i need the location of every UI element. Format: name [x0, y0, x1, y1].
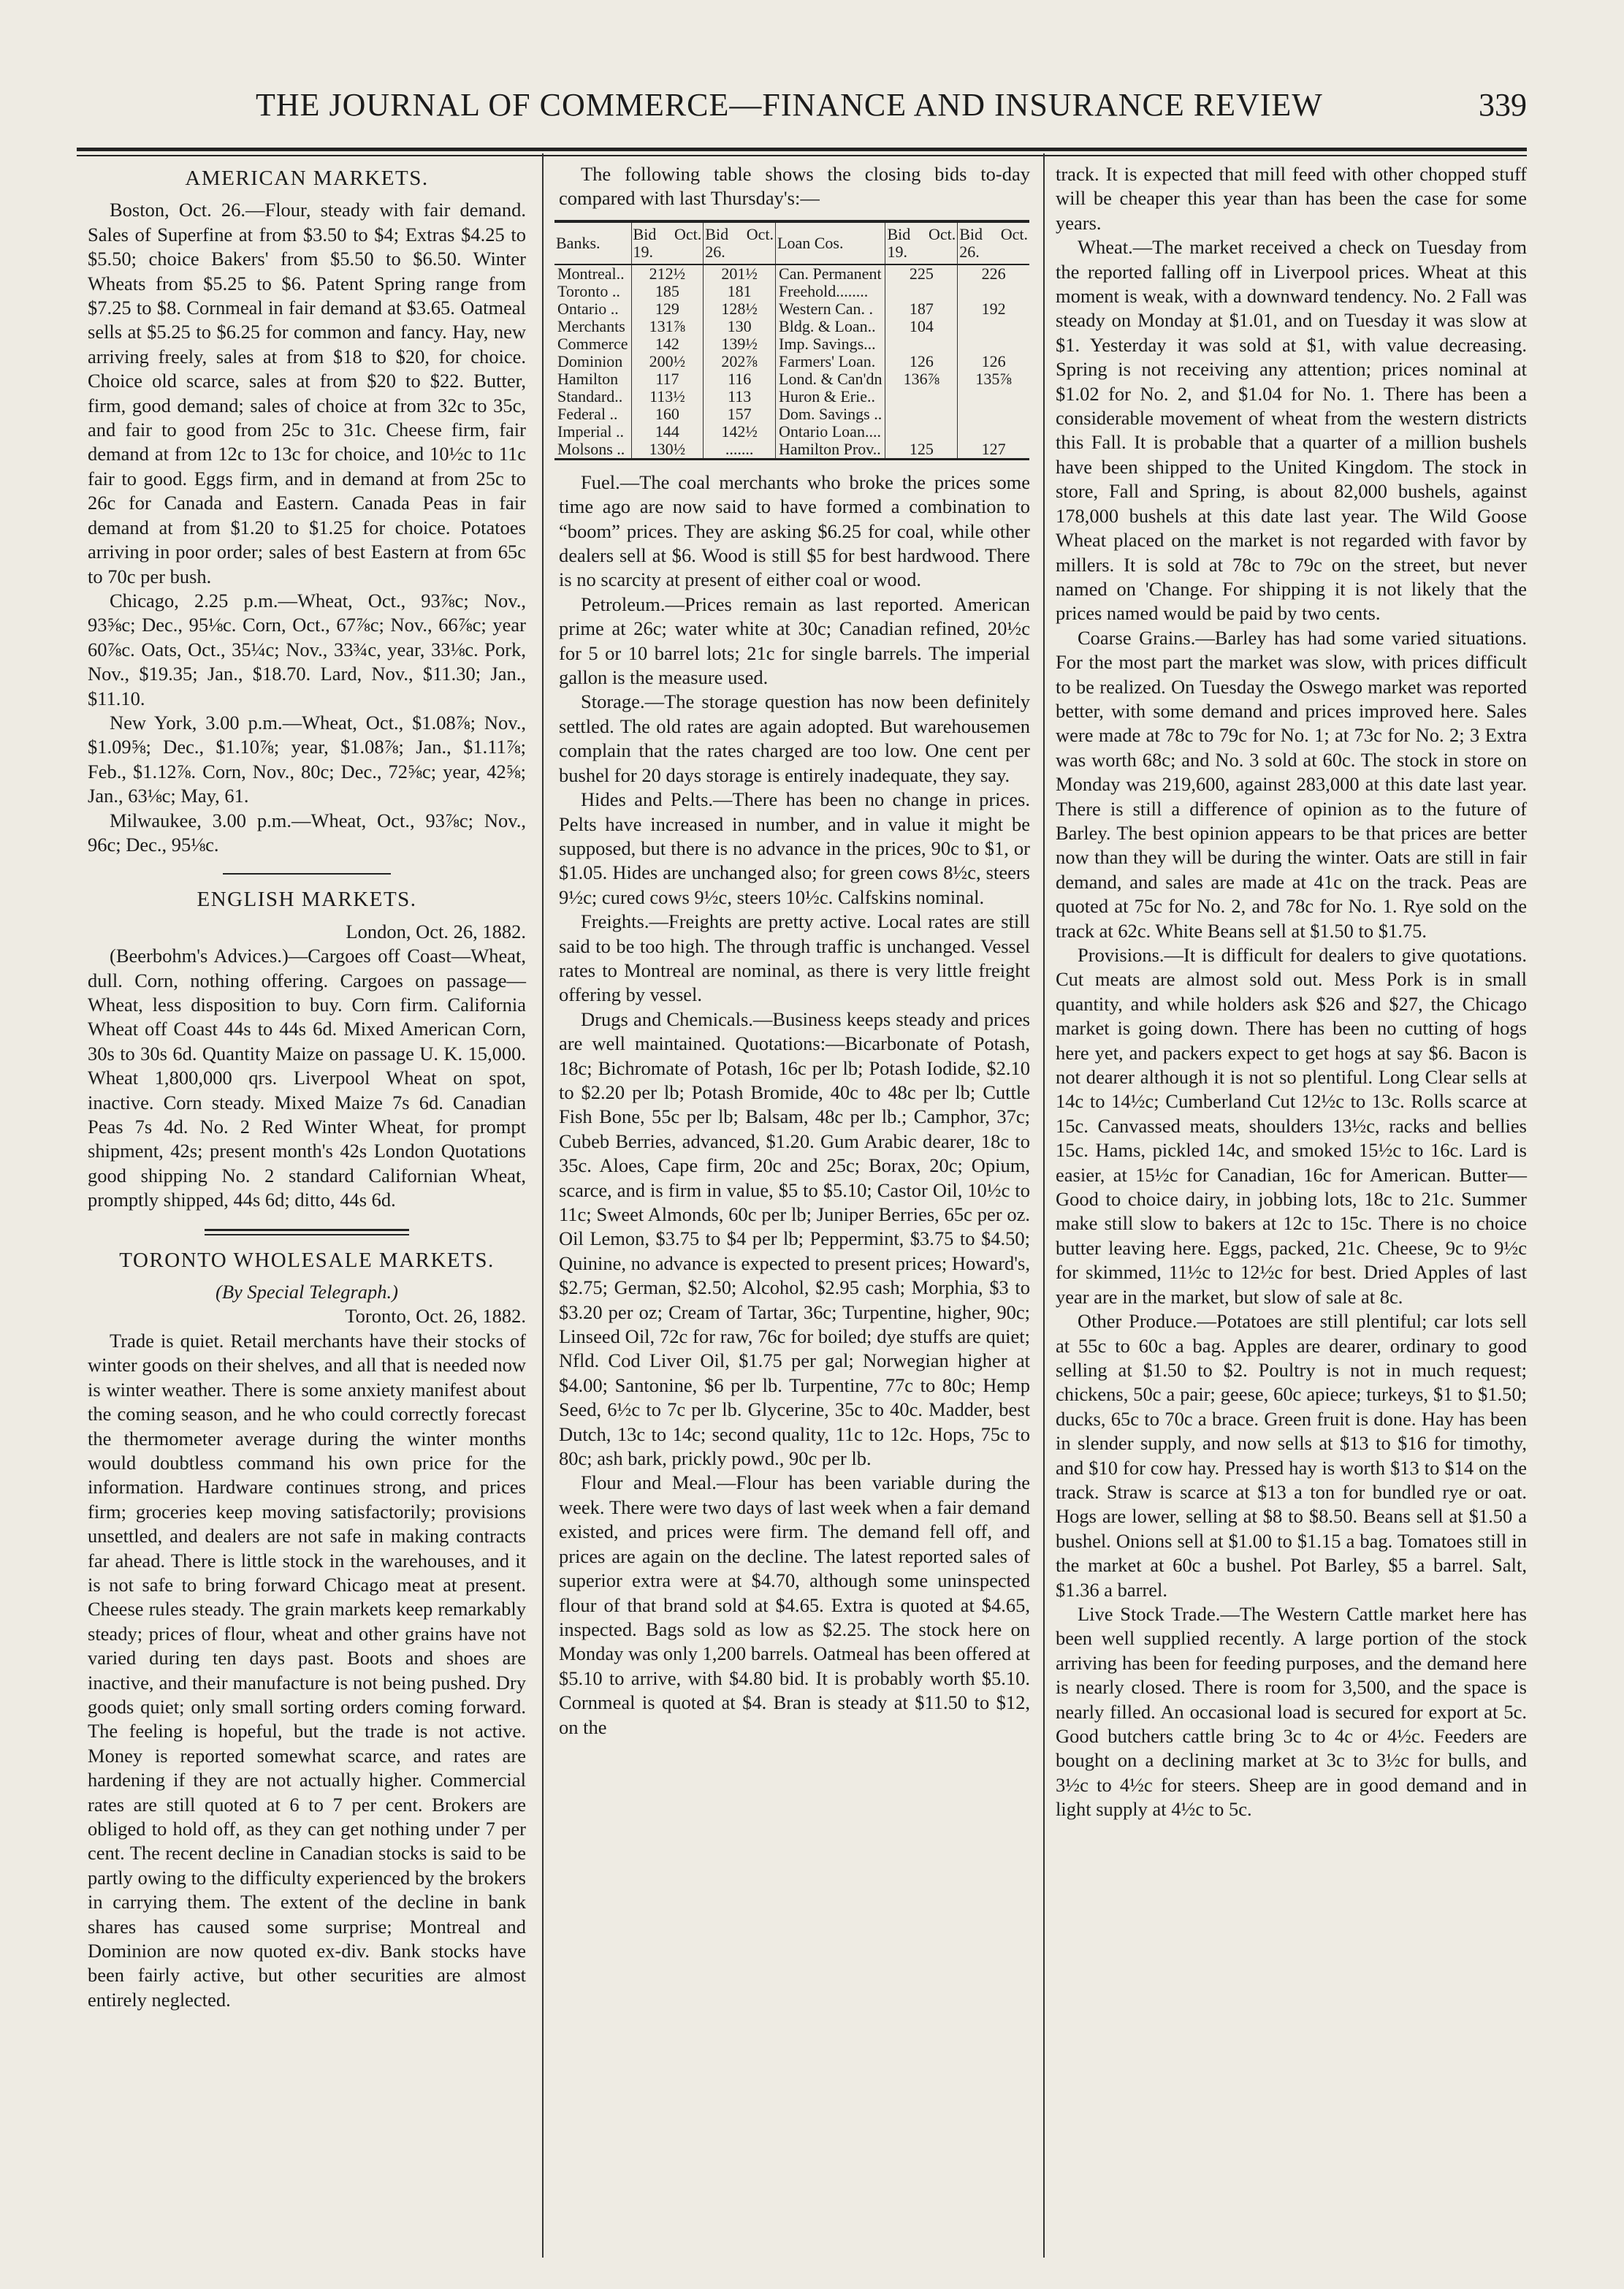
table-header-cell: Bid Oct. 19.	[631, 221, 704, 264]
table-row	[554, 423, 1029, 441]
table-row	[554, 370, 1029, 388]
table-intro: The following table shows the closing bids to-day compared with last Thursday's:—	[559, 163, 1030, 210]
table-cell: 144	[631, 423, 704, 441]
table-cell: Freehold........	[776, 283, 885, 300]
column-3	[1056, 162, 1527, 1822]
table-cell: Dominion	[557, 351, 623, 370]
table-cell: 185	[631, 283, 704, 300]
table-cell: 113	[704, 388, 776, 405]
table-cell: .......	[704, 441, 776, 460]
table-row	[554, 264, 1029, 283]
table-cell: 181	[704, 283, 776, 300]
table-cell	[885, 283, 958, 300]
header-rule	[77, 148, 1527, 151]
table-cell: 127	[958, 441, 1029, 460]
track-continuation: track. It is expected that mill feed with other chopped stuff will be cheaper this year than has been the case for some years.	[1056, 163, 1527, 234]
table-cell: 128½	[704, 300, 776, 318]
column-divider-1	[542, 153, 544, 2258]
table-cell: 142	[631, 335, 704, 353]
table-cell: Bldg. & Loan..	[776, 318, 885, 335]
table-cell: Standard..	[557, 386, 623, 405]
table-cell: 131⅞	[631, 318, 704, 335]
table-cell: 130	[704, 318, 776, 335]
table-cell	[885, 423, 958, 441]
table-cell	[958, 405, 1029, 423]
milwaukee-report: Milwaukee, 3.00 p.m.—Wheat, Oct., 93⅞c; Nov., 96c; Dec., 95⅛c.	[88, 809, 526, 856]
table-cell: 202⅞	[704, 353, 776, 370]
table-cell	[885, 388, 958, 405]
header-rule-thin	[77, 155, 1527, 156]
section-divider	[223, 873, 391, 875]
table-cell: 192	[958, 300, 1029, 318]
wheat-report: Wheat.—The market received a check on Tuesday from the reported falling off in Liverpool prices. Wheat at this moment is weak, with a downward tendency. No. 2 Fall was steady on Monday at $1.01, and on Tuesday it was slow at $1. Yesterday it was sold at $1, with value decreasing. Spring is not receiving any attention; prices nominal at $1.02 for No. 2, and $1.04 for No. 1. There has been a considerable movement of wheat from the western districts this Fall. It is probable that a quarter of a million bushels have been shipped to the United Kingdom. The stock in store, Fall and Spring, is about 82,000 bushels, against 178,000 bushels at this date last year. The Wild Goose Wheat placed on the market is not regarded with favor by millers. It is sold at 78c to 79c on the street, but never named on 'Change. For shipping it is not likely that the prices named would be paid by two cents.	[1056, 236, 1527, 625]
toronto-report: Trade is quiet. Retail merchants have their stocks of winter goods on their shelves, and all that is needed now is winter weather. There is some anxiety manifest about the coming season, and he who could correctly forecast the thermometer average during the winter months would doubtless command his own price for the information. Hardware continues strong, and prices firm; groceries keep moving satisfactorily; provisions unsettled, and dealers are not safe in making contracts far ahead. There is little stock in the warehouses, and it is not safe to bring forward Chicago meat at present. Cheese rules steady. The grain markets keep remarkably steady; prices of flour, wheat and other grains have not varied during ten days past. Boots and shoes are inactive, and their manufacture is not being pushed. Dry goods quiet; only small sorting orders coming forward. The feeling is hopeful, but the trade is not active. Money is reported somewhat scarce, and rates are hardening if they are not actually higher. Commercial rates are still quoted at 6 to 7 per cent. Brokers are obliged to hold off, as they can get nothing under 7 per cent. The recent decline in Canadian stocks is said to be partly owing to the difficulty experienced by the brokers in carrying them. The extent of the decline in bank shares has caused some surprise; Montreal and Dominion are now quoted ex-div. Bank stocks have been fairly active, but other securities are almost entirely neglected.	[88, 1329, 526, 2011]
storage-report: Storage.—The storage question has now been definitely settled. The old rates are again adopted. But warehousemen complain that the rates charged are too low. One cent per bushel for 20 days storage is entirely inadequate, they say.	[559, 690, 1030, 786]
table-cell: 125	[885, 441, 958, 460]
english-dateline: London, Oct. 26, 1882.	[346, 920, 526, 942]
chicago-report: Chicago, 2.25 p.m.—Wheat, Oct., 93⅞c; Nov., 93⅝c; Dec., 95⅛c. Corn, Oct., 67⅞c; Nov., 66⅞c; year 60⅞c. Oats, Oct., 35¼c; Nov., 33¾c, year, 33⅛c. Pork, Nov., $19.35; Jan., $18.70. Lard, Nov., $11.30; Jan., $11.10.	[88, 589, 526, 709]
table-cell	[958, 318, 1029, 335]
freights-report: Freights.—Freights are pretty active. Local rates are still said to be too high. The through traffic is unchanged. Vessel rates to Montreal are nominal, as there is very little freight offering by vessel.	[559, 910, 1030, 1006]
table-cell: Toronto ..	[557, 281, 620, 300]
table-cell: 135⅞	[958, 370, 1029, 388]
hides-report: Hides and Pelts.—There has been no change in prices. Pelts have increased in number, and in value it might be supposed, but there is no advance in the prices, 90c to $1, or $1.05. Hides are unchanged also; for green cows 8½c, steers 9½c; cured cows 9½c, steers 10½c. Calfskins nominal.	[559, 788, 1030, 908]
drugs-report: Drugs and Chemicals.—Business keeps steady and prices are well maintained. Quotations:—Bicarbonate of Potash, 18c; Bichromate of Potash, 16c per lb; Potash Iodide, $2.10 to $2.20 per lb; Potash Bromide, 40c to 48c per lb; Cuttle Fish Bone, 55c per lb; Balsam, 48c per lb.; Camphor, 37c; Cubeb Berries, advanced, $1.20. Gum Arabic dearer, 18c to 35c. Aloes, Cape firm, 20c and 25c; Borax, 20c; Opium, scarce, and is firm in value, $5 to $5.10; Castor Oil, 10½c to 11c; Sweet Almonds, 60c per lb; Juniper Berries, 65c per oz. Oil Lemon, $3.75 to $4 per lb; Peppermint, $3.75 to $4.50; Quinine, no advance is expected to present prices; Howard's, $2.75; German, $2.50; Alcohol, $2.95 cash; Morphia, $3 to $3.20 per oz; Cream of Tartar, 36c; Turpentine, higher, 90c; Linseed Oil, 72c for raw, 76c for boiled; dye stuffs are quiet; Nfld. Cod Liver Oil, $1.75 per gal; Norwegian higher at $4.00; Santonine, $6 per lb. Turpentine, 77c to 80c; Hemp Seed, 6½c to 7c per lb. Glycerine, 35c to 40c. Madder, best Dutch, 13c to 14c; second quality, 11c to 12c. Hops, 75c to 80c; ash bark, prickly powd., 90c per lb.	[559, 1008, 1030, 1470]
table-row	[554, 388, 1029, 405]
table-header-cell: Banks.	[554, 221, 631, 264]
english-markets-heading: ENGLISH MARKETS.	[197, 888, 417, 912]
table-cell: 126	[958, 353, 1029, 370]
table-cell: 139½	[704, 335, 776, 353]
table-cell: Imp. Savings...	[776, 335, 885, 353]
american-markets-heading: AMERICAN MARKETS.	[185, 167, 429, 190]
live-stock-report: Live Stock Trade.—The Western Cattle market here has been well supplied recently. A large portion of the stock arriving has been for feeding purposes, and the demand here is nearly closed. There is room for 3,500, and the space is nearly filled. An occasional load is secured for export at 5c. Good butchers cattle bring 3c to 4c or 4½c. Feeders are bought on a declining market at 3c to 3½c for bulls, and 3½c to 4½c for steers. Sheep are in good demand and in light supply at 4½c to 5c.	[1056, 1602, 1527, 1821]
table-cell: 142½	[704, 423, 776, 441]
table-body	[554, 264, 1029, 460]
table-cell: 200½	[631, 353, 704, 370]
table-cell: 116	[704, 370, 776, 388]
boston-report: Boston, Oct. 26.—Flour, steady with fair demand. Sales of Superfine at from $3.50 to $4; Extras $4.25 to $5.50; choice Bakers' from $5.50 to $6.50. Winter Wheats from $5.25 to $6. Patent Spring range from $7.25 to $8. Cornmeal in fair demand at $3.65. Oatmeal sells at $5.25 to $6.25 for common and fancy. Hay, new arriving freely, sales at from $18 to $20, for choice. Choice old scarce, sales at from $20 to $22. Butter, firm, good demand; sales of choice at from 32c to 35c, and fair to good from 25c to 31c. Cheese firm, fair demand at from 12c to 13c for choice, and 10½c to 11c fair to good. Eggs firm, and in demand at from 25c to 26c for Canada and Eastern. Canada Peas in fair demand at from $1.20 to $1.25 for choice. Potatoes arriving in poor order; sales of best Eastern at from 65c to 70c per bush.	[88, 199, 526, 587]
table-cell: Federal ..	[557, 404, 618, 423]
table-cell: 225	[885, 264, 958, 283]
table-cell: 104	[885, 318, 958, 335]
toronto-dateline: Toronto, Oct. 26, 1882.	[345, 1305, 526, 1328]
table-cell: Commerce	[557, 334, 628, 353]
table-cell: Merchants	[557, 316, 625, 335]
table-cell: Hamilton Prov..	[776, 441, 885, 460]
table-header-cell: Bid Oct. 19.	[885, 221, 958, 264]
table-cell: 113½	[631, 388, 704, 405]
table-cell	[885, 335, 958, 353]
column-2	[556, 162, 1030, 1740]
table-cell: 130½	[631, 441, 704, 460]
table-cell: Ontario Loan....	[776, 423, 885, 441]
toronto-markets-heading: TORONTO WHOLESALE MARKETS.	[119, 1248, 495, 1272]
table-row	[554, 300, 1029, 318]
table-row	[554, 353, 1029, 370]
flour-report: Flour and Meal.—Flour has been variable during the week. There were two days of last week when a fair demand existed, and prices were firm. The demand fell off, and prices are again on the decline. The latest reported sales of superior extra were at $4.70, although some uninspected flour of that brand sold at $4.65. Extra is quoted at $4.65, inspected. Bags sold as low as $2.25. The stock here on Monday was only 1,200 barrels. Oatmeal has been offered at $5.10 to arrive, with $4.80 bid. It is probably worth $5.10. Cornmeal is quoted at $4. Bran is steady at $11.50 to $12, on the	[559, 1471, 1030, 1738]
table-cell: Imperial ..	[557, 422, 625, 441]
provisions-report: Provisions.—It is difficult for dealers to give quotations. Cut meats are almost sold out. Mess Pork is in small quantity, and while holders ask $26 and $27, the Chicago market is going down. There has been no cutting of hogs here yet, and packers expect to get hogs at say $6. Bacon is not dearer although it is not so plentiful. Long Clear sells at 14c to 14½c; Cumberland Cut 12½c to 13c. Rolls scarce at 15c. Canvassed meats, shoulders 13½c, racks and bellies 15c. Hams, pickled 14c, and smoked 15½c to 16c. Lard is easier, at 15½c for Canadian, 16c for American. Butter—Good to choice dairy, in jobbing lots, 18c to 21c. Summer make still slow to bakers at 12c to 15c. There is no choice butter leaving here. Eggs, packed, 21c. Cheese, 9c to 9½c for skimmed, 11½c to 12½c for best. Dried Apples of last year are in the market, but slow of sale at 8c.	[1056, 944, 1527, 1308]
table-header-cell: Bid Oct. 26.	[958, 221, 1029, 264]
toronto-subheading: (By Special Telegraph.)	[216, 1281, 398, 1303]
table-cell: 201½	[704, 264, 776, 283]
table-cell: Lond. & Can'dn	[776, 370, 885, 388]
table-cell: 136⅞	[885, 370, 958, 388]
english-report: (Beerbohm's Advices.)—Cargoes off Coast—Wheat, dull. Corn, nothing offering. Cargoes on passage—Wheat, less disposition to buy. Corn firm. California Wheat off Coast 44s to 44s 6d. Mixed American Corn, 30s to 30s 6d. Quantity Maize on passage U. K. 15,000. Wheat 1,800,000 qrs. Liverpool Wheat on spot, inactive. Corn steady. Mixed Maize 7s 6d. Canadian Peas 7s 4d. No. 2 Red Winter Wheat, for prompt shipment, 42s; present month's 42s London Quotations good shipping No. 2 standard Californian Wheat, promptly shipped, 44s 6d; ditto, 44s 6d.	[88, 945, 526, 1211]
table-row	[554, 335, 1029, 353]
column-1	[88, 162, 526, 2012]
fuel-report: Fuel.—The coal merchants who broke the prices some time ago are now said to have formed a combination to “boom” prices. They are asking $6.25 for coal, while other dealers sell at $6. Wood is still $5 for best hardwood. There is no scarcity at present of either coal or wood.	[559, 471, 1030, 591]
table-cell: 212½	[631, 264, 704, 283]
table-row	[554, 283, 1029, 300]
page-number: 339	[1479, 87, 1527, 123]
page-header	[73, 86, 1534, 130]
table-cell: Huron & Erie..	[776, 388, 885, 405]
journal-title: THE JOURNAL OF COMMERCE—FINANCE AND INSURANCE REVIEW	[256, 87, 1323, 123]
table-row	[554, 405, 1029, 423]
closing-bids-table	[554, 220, 1029, 460]
table-cell	[958, 283, 1029, 300]
table-cell: 117	[631, 370, 704, 388]
column-divider-2	[1043, 153, 1045, 2258]
table-cell: 187	[885, 300, 958, 318]
table-cell	[958, 423, 1029, 441]
table-cell: Can. Permanent	[776, 264, 885, 283]
table-header-cell: Bid Oct. 26.	[704, 221, 776, 264]
table-cell: Molsons ..	[557, 439, 625, 458]
table-row	[554, 441, 1029, 460]
table-cell: 160	[631, 405, 704, 423]
table-cell: Montreal..	[557, 264, 625, 283]
table-cell: 129	[631, 300, 704, 318]
newyork-report: New York, 3.00 p.m.—Wheat, Oct., $1.08⅞; Nov., $1.09⅝; Dec., $1.10⅞; year, $1.08⅞; Jan., $1.11⅞; Feb., $1.12⅞. Corn, Nov., 80c; Dec., 72⅝c; year, 42⅝; Jan., 63⅛c; May, 61.	[88, 711, 526, 807]
table-cell: Hamilton	[557, 369, 619, 388]
table-row	[554, 318, 1029, 335]
table-header-row	[554, 221, 1029, 264]
table-cell: Farmers' Loan.	[776, 353, 885, 370]
table-cell	[958, 335, 1029, 353]
table-cell: Western Can. .	[776, 300, 885, 318]
petroleum-report: Petroleum.—Prices remain as last reported. American prime at 26c; water white at 30c; Canadian refined, 20½c for 5 or 10 barrel lots; 21c for single barrels. The imperial gallon is the measure used.	[559, 593, 1030, 689]
table-cell: Dom. Savings ..	[776, 405, 885, 423]
table-cell: 226	[958, 264, 1029, 283]
section-divider-double	[205, 1229, 409, 1235]
table-cell: 126	[885, 353, 958, 370]
table-cell	[885, 405, 958, 423]
table-cell	[958, 388, 1029, 405]
other-produce-report: Other Produce.—Potatoes are still plentiful; car lots sell at 55c to 60c a bag. Apples are dearer, ordinary to good selling at $1.50 to $2. Poultry is not in much request; chickens, 50c a pair; geese, 60c apiece; turkeys, $1 to $1.50; ducks, 65c to 70c a brace. Green fruit is done. Hay has been in slender supply, and now sells at $13 to $16 for timothy, and $10 for cow hay. Pressed hay is worth $13 to $14 on the track. Straw is scarce at $13 a ton for bundled rye or oat. Hogs are lower, selling at $8 to $8.50. Beans sell at $1.50 a bushel. Onions sell at $1.00 to $1.15 a bag. Tomatoes still in the market at 60c a bushel. Pot Barley, $5 a barrel. Salt, $1.36 a barrel.	[1056, 1310, 1527, 1601]
table-cell: 157	[704, 405, 776, 423]
table-cell: Ontario ..	[557, 299, 619, 318]
coarse-grains-report: Coarse Grains.—Barley has had some varied situations. For the most part the market was slow, with prices difficult to be realized. On Tuesday the Oswego market was reported better, with some demand and prices improved here. Sales were made at 78c to 79c for No. 1; at 73c for No. 2; 3 Extra was worth 68c; and No. 3 sold at 60c. The stock in store on Monday was 219,600, against 283,000 at this date last year. There is still a difference of opinion as to the future of Barley. The best opinion appears to be that prices are better now than they will be during the winter. Oats are still in fair demand, and sales are made at 41c on the track. Peas are quoted at 75c for No. 2, and 78c for No. 1. Rye sold on the track at 62c. White Beans sell at $1.50 to $1.75.	[1056, 626, 1527, 942]
table-header-cell: Loan Cos.	[776, 221, 885, 264]
